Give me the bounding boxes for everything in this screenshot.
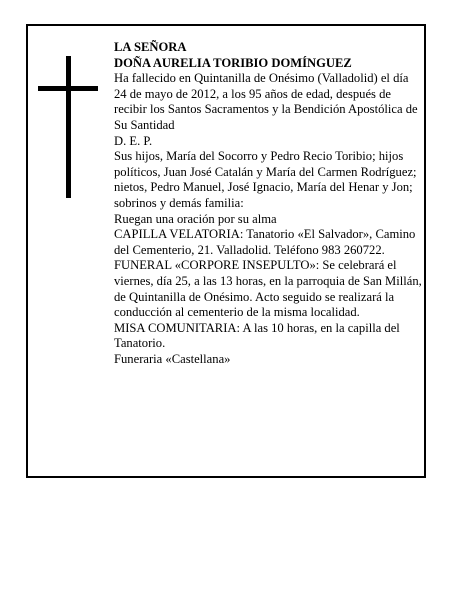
funeral-home-line: Funeraria «Castellana»	[114, 351, 231, 366]
obituary-notice	[26, 24, 426, 478]
prayer-line: Ruegan una oración por su alma	[114, 211, 277, 226]
chapel-paragraph: CAPILLA VELATORIA: Tanatorio «El Salvador», Camino del Cementerio, 21. Valladolid. Teléfono 983 260722.	[114, 227, 416, 257]
notice-title: LA SEÑORA	[114, 40, 187, 54]
obituary-text	[114, 40, 424, 367]
cross-icon-horizontal-bar	[38, 86, 98, 91]
death-paragraph: Ha fallecido en Quintanilla de Onésimo (Valladolid) el día 24 de mayo de 2012, a los 95 años de edad, después de recibir los Santos Sacramentos y la Bendición Apostólica de Su Santidad	[114, 71, 418, 132]
family-paragraph: Sus hijos, María del Socorro y Pedro Recio Toribio; hijos políticos, Juan José Catalán y María del Carmen Rodríguez; nietos, Pedro Manuel, José Ignacio, María del Henar y Jon; sobrinos y demás familia:	[114, 149, 417, 210]
mass-paragraph: MISA COMUNITARIA: A las 10 horas, en la capilla del Tanatorio.	[114, 320, 400, 351]
rip-line: D. E. P.	[114, 133, 153, 148]
funeral-paragraph: FUNERAL «CORPORE INSEPULTO»: Se celebrará el viernes, día 25, a las 13 horas, en la parroquia de San Millán, de Quintanilla de Onésimo. Acto seguido se realizará la conducción al cementerio de la misma localidad.	[114, 258, 422, 320]
deceased-name: DOÑA AURELIA TORIBIO DOMÍNGUEZ	[114, 55, 352, 70]
cross-icon-vertical-bar	[66, 56, 71, 198]
